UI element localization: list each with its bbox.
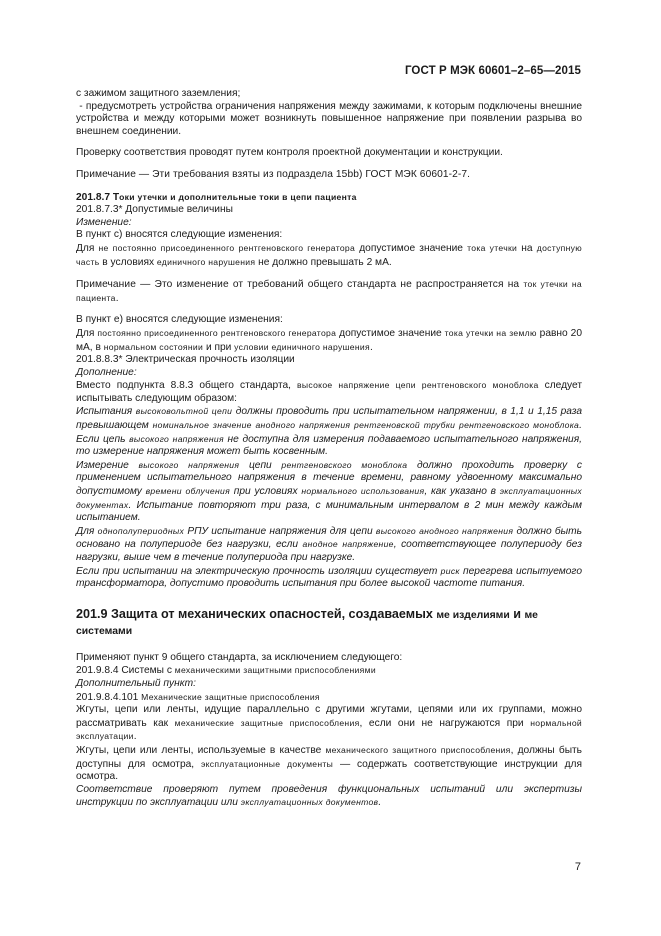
paragraph: Для не постоянно присоединенного рентгеновского генератора допустимое значение тока утечки на доступную часть в условиях единичного нарушения не должно превышать 2 мА. [76,242,583,268]
paragraph: Соответствие проверяют путем проведения функциональных испытаний или экспертизы инструкции по эксплуатации или эксплуатационных документов. [76,783,582,809]
paragraph: Жгуты, цепи или ленты, используемые в качестве механического защитного приспособления, должны быть доступны для осмотра, эксплуатационные документы — содержать соответствующие инструкции для осмотра. [76,744,582,783]
note: Примечание — Это изменение от требований общего стандарта не распространяется на ток утечки на пациента. [76,279,583,304]
paragraph: Вместо подпункта 8.8.3 общего стандарта, высокое напряжение цепи рентгеновского моноблока следует испытывать следующим образом: [76,380,582,404]
paragraph: с зажимом защитного заземления; [76,88,241,99]
section-heading-201-8-7: 201.8.7 Токи утечки и дополнительные токи в цепи пациента [76,191,357,203]
paragraph: Для однополупериодных РПУ испытание напряжения для цепи высокого анодного напряжения должно быть основано на полупериоде без нагрузки, если анодное напряжение, соответствующее полупериоду без нагрузки, выше чем в течение полупериода при нагрузке. [76,525,582,563]
running-header: ГОСТ Р МЭК 60601–2–65—2015 [404,65,581,77]
paragraph: В пункт е) вносятся следующие изменения: [76,314,283,326]
subsection-heading: 201.9.8.4.101 Механические защитные приспособления [76,691,320,703]
text: - предусмотреть устройства ограничения напряжения между зажимами, к которым подключены внешние устройства и между которыми может возникнуть повышенное напряжение при появлении разрыва во внешнем соединении. [76,100,582,137]
subsection-heading: 201.8.8.3* Электрическая прочность изоляции [76,354,295,366]
subsection-heading: 201.8.7.3* Допустимые величины [76,204,233,216]
page-number: 7 [574,861,581,873]
paragraph: Для постоянно присоединенного рентгеновского генератора допустимое значение тока утечки на землю равно 20 мА, в нормальном состоянии и при условии единичного нарушения. [76,327,582,353]
paragraph: Испытания высоковольтной цепи должны проводить при испытательном напряжении, в 1,1 и 1,15 раза превышающем номинальное значение анодного напряжения рентгеновской трубки рентгеновского моноблока. Если цепь высокого напряжения не доступна для измерения подаваемого испытательного напряжения, то измерение напряжения может быть косвенным. [76,406,582,458]
paragraph [76,101,582,139]
page-body [76,88,582,810]
paragraph: Проверку соответствия проводят путем контроля проектной документации и конструкции. [76,147,503,159]
change-label: Изменение: [76,216,132,228]
note: Примечание — Эти требования взяты из подраздела 15bb) ГОСТ МЭК 60601-2-7. [76,168,471,180]
paragraph: Жгуты, цепи или ленты, идущие параллельно с другими жгутами, цепями или их группами, можно рассматривать как механические защитные приспособления, если они не нагружаются при нормальной эксплуатации. [76,704,582,743]
subsection-heading: 201.9.8.4 Системы с механическими защитными приспособлениями [76,665,376,677]
paragraph: Применяют пункт 9 общего стандарта, за исключением следующего: [76,651,403,663]
extra-label: Дополнительный пункт: [76,677,196,689]
addition-label: Дополнение: [76,366,137,378]
section-heading-201-9: 201.9 Защита от механических опасностей, создаваемых ме изделиями и ме системами [76,606,538,637]
paragraph: В пункт с) вносятся следующие изменения: [76,229,283,241]
paragraph: Если при испытании на электрическую прочность изоляции существует риск перегрева испытуемого трансформатора, допустимо проводить испытания при более высокой частоте питания. [76,565,582,590]
paragraph: Измерение высокого напряжения цепи рентгеновского моноблока должно проходить проверку с применением испытательного напряжения в течение времени, равному удвоенному максимально допустимому времени облучения при условиях нормального использования, как указано в эксплуатационных документах. Испытание повторяют три раза, с минимальным интервалом в 2 мин между каждым испытанием. [76,459,582,524]
